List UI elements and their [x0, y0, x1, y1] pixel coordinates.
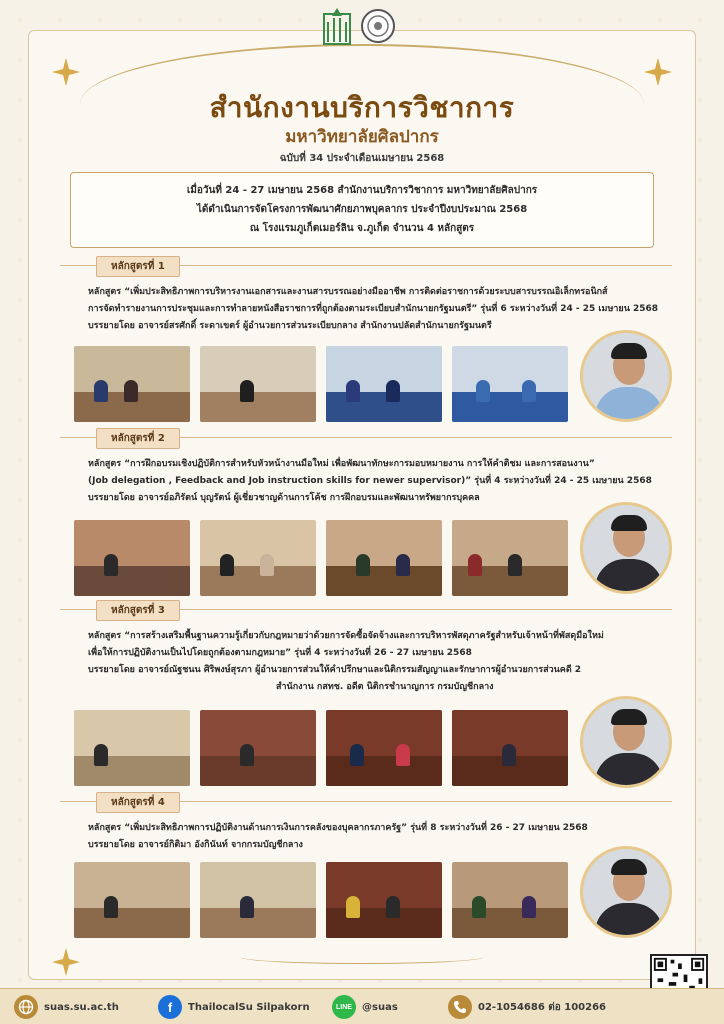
photo-row — [74, 346, 568, 422]
star-ornament-icon — [644, 58, 672, 86]
phone-icon — [448, 995, 472, 1019]
event-photo — [326, 862, 442, 938]
event-photo — [452, 520, 568, 596]
service-office-logo-icon — [322, 8, 352, 46]
footer-facebook[interactable] — [158, 995, 310, 1019]
line-text: @suas — [362, 1001, 398, 1013]
course-tag: หลักสูตรที่ 3 — [96, 600, 180, 621]
issue-label: ฉบับที่ 34 ประจำเดือนเมษายน 2568 — [279, 153, 445, 164]
course-text-line: บรรยายโดย อาจารย์อภิรัตน์ บุญรัตน์ ผู้เชี่ยวชาญด้านการโค้ช การฝึกอบรมและพัฒนาทรัพยากรบุคคล — [88, 493, 480, 503]
event-photo — [74, 520, 190, 596]
course-text-line: การจัดทำรายงานการประชุมและการทำลายหนังสือราชการที่ถูกต้องตามระเบียบสำนักนายกรัฐมนตรี” รุ่นที่ 6 ระหว่างวันที่ 24 - 25 เมษายน 2568 — [88, 304, 659, 314]
footer-website[interactable] — [14, 995, 119, 1019]
course-section-1 — [60, 256, 674, 426]
page-title: สำนักงานบริการวิชาการ — [209, 91, 515, 124]
course-text-line: หลักสูตร “เพิ่มประสิทธิภาพการปฏิบัติงานด้านการเงินการคลังของบุคลากรภาครัฐ” รุ่นที่ 8 ระหว่างวันที่ 26 - 27 เมษายน 2568 — [88, 823, 588, 833]
photo-row — [74, 520, 568, 596]
event-photo — [74, 346, 190, 422]
course-description — [88, 284, 676, 335]
photo-row — [74, 862, 568, 938]
speaker-portrait — [580, 502, 672, 594]
event-photo — [326, 710, 442, 786]
course-text-line: สำนักงาน กสทช. อดีต นิติกรชำนาญการ กรมบัญชีกลาง — [276, 682, 494, 692]
footer-bar — [0, 988, 724, 1024]
footer-line[interactable] — [332, 995, 398, 1019]
bottom-ornament — [240, 950, 484, 964]
photo-row — [74, 710, 568, 786]
footer-phone[interactable] — [448, 995, 606, 1019]
course-text-line: หลักสูตร “การสร้างเสริมพื้นฐานความรู้เกี่ยวกับกฎหมายว่าด้วยการจัดซื้อจัดจ้างและการบริหารพัสดุภาครัฐสำหรับเจ้าหน้าที่พัสดุมือใหม่ — [88, 631, 604, 641]
course-tag: หลักสูตรที่ 1 — [96, 256, 180, 277]
event-photo — [452, 346, 568, 422]
course-text-line: บรรยายโดย อาจารย์กิติมา อังกินันท์ จากกรมบัญชีกลาง — [88, 840, 303, 850]
intro-line: ได้ดำเนินการจัดโครงการพัฒนาศักยภาพบุคลากร ประจำปีงบประมาณ 2568 — [196, 204, 528, 215]
speaker-portrait — [580, 696, 672, 788]
header-logos — [322, 8, 396, 46]
course-text-line: บรรยายโดย อาจารย์ณัฐชนน ศิริพงษ์สุรภา ผู้อำนวยการส่วนให้คำปรึกษาและนิติกรรมสัญญาและรักษาการผู้อำนวยการส่วนคดี 2 — [88, 665, 582, 675]
phone-text: 02-1054686 ต่อ 100266 — [478, 1001, 606, 1013]
page-subtitle: มหาวิทยาลัยศิลปากร — [285, 127, 439, 147]
university-seal-icon — [360, 8, 396, 44]
event-photo — [200, 710, 316, 786]
intro-box — [70, 172, 654, 248]
event-photo — [452, 710, 568, 786]
event-photo — [74, 710, 190, 786]
intro-line: เมื่อวันที่ 24 - 27 เมษายน 2568 สำนักงานบริการวิชาการ มหาวิทยาลัยศิลปากร — [186, 185, 538, 196]
course-description — [88, 820, 676, 854]
line-app-icon: LINE — [332, 995, 356, 1019]
facebook-icon: f — [158, 995, 182, 1019]
course-text-line: หลักสูตร “การฝึกอบรมเชิงปฏิบัติการสำหรับหัวหน้างานมือใหม่ เพื่อพัฒนาทักษะการมอบหมายงาน การให้คำติชม และการสอนงาน” — [88, 459, 595, 469]
course-tag: หลักสูตรที่ 2 — [96, 428, 180, 449]
globe-icon — [14, 995, 38, 1019]
course-section-4 — [60, 792, 674, 952]
event-photo — [452, 862, 568, 938]
event-photo — [200, 862, 316, 938]
course-description — [88, 456, 676, 507]
event-photo — [326, 520, 442, 596]
intro-line: ณ โรงแรมภูเก็ตเมอร์ลิน จ.ภูเก็ต จำนวน 4 หลักสูตร — [249, 223, 475, 234]
course-description — [88, 628, 676, 696]
star-ornament-icon — [52, 58, 80, 86]
speaker-portrait — [580, 330, 672, 422]
event-photo — [326, 346, 442, 422]
event-photo — [74, 862, 190, 938]
course-tag: หลักสูตรที่ 4 — [96, 792, 180, 813]
star-ornament-icon — [52, 948, 80, 976]
course-section-2 — [60, 428, 674, 598]
website-text: suas.su.ac.th — [44, 1001, 119, 1013]
course-text-line: (Job delegation , Feedback and Job instruction skills for newer supervisor)” รุ่นที่ 4 ระหว่างวันที่ 24 - 25 เมษายน 2568 — [88, 476, 652, 486]
event-photo — [200, 520, 316, 596]
course-text-line: หลักสูตร “เพิ่มประสิทธิภาพการบริหารงานเอกสารและงานสารบรรณอย่างมืออาชีพ การติดต่อราชการด้วยระบบสารบรรณอิเล็กทรอนิกส์ — [88, 287, 608, 297]
event-photo — [200, 346, 316, 422]
course-text-line: บรรยายโดย อาจารย์สรศักดิ์ ระดาเขตร์ ผู้อำนวยการส่วนระเบียบกลาง สำนักงานปลัดสำนักนายกรัฐมนตรี — [88, 321, 492, 331]
course-text-line: เพื่อให้การปฏิบัติงานเป็นไปโดยถูกต้องตามกฎหมาย” รุ่นที่ 4 ระหว่างวันที่ 26 - 27 เมษายน 2568 — [88, 648, 472, 658]
speaker-portrait — [580, 846, 672, 938]
course-section-3 — [60, 600, 674, 790]
facebook-text: ThailocalSu Silpakorn — [188, 1001, 310, 1013]
